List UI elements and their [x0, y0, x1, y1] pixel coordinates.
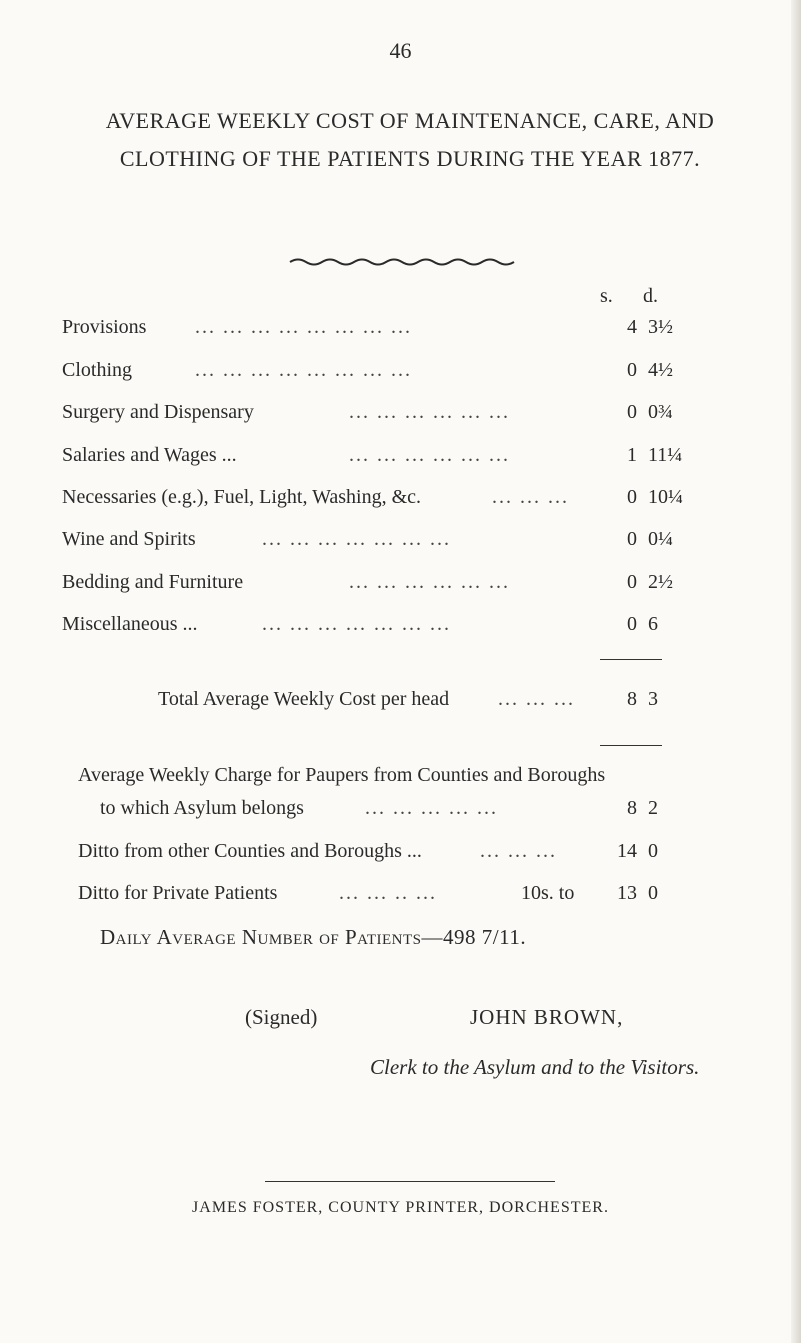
row-leader: ... ... ... ... ... ... ... ...: [195, 359, 412, 381]
private-leader: ... ... .. ...: [339, 882, 437, 904]
row-pence: 11¼: [648, 444, 683, 466]
title-line-2: CLOTHING OF THE PATIENTS DURING THE YEAR 1877.: [119, 146, 701, 171]
paupers-charge-line-1: Average Weekly Charge for Paupers from Counties and Boroughs: [78, 764, 606, 786]
row-shillings: 0: [627, 401, 637, 423]
row-leader: ... ... ... ... ... ... ... ...: [195, 316, 412, 338]
total-leader: ... ... ...: [498, 688, 575, 710]
row-pence: 4½: [648, 359, 673, 381]
row-pence: 10¼: [648, 486, 683, 508]
ornament-rule: [288, 255, 518, 269]
row-shillings: 0: [627, 359, 637, 381]
title-line-1: AVERAGE WEEKLY COST OF MAINTENANCE, CARE, AND: [105, 108, 715, 133]
page-number: 46: [389, 38, 412, 63]
row-pence: 2½: [648, 571, 673, 593]
row-label: Bedding and Furniture: [62, 571, 244, 593]
signed-label: (Signed): [245, 1005, 318, 1029]
private-charge-prefix: 10s. to: [521, 882, 575, 904]
row-shillings: 0: [627, 486, 637, 508]
total-shillings: 8: [627, 688, 637, 710]
paupers-pence: 2: [648, 797, 658, 819]
row-pence: 3½: [648, 316, 673, 338]
printer-imprint: JAMES FOSTER, COUNTY PRINTER, DORCHESTER.: [192, 1199, 609, 1216]
private-charge-label: Ditto for Private Patients: [78, 882, 278, 904]
row-label: Surgery and Dispensary: [62, 401, 254, 423]
page-title: [30, 102, 790, 178]
row-leader: ... ... ... ... ... ... ...: [262, 613, 451, 635]
private-pence: 0: [648, 882, 658, 904]
row-leader: ... ... ...: [492, 486, 569, 508]
paupers-leader: ... ... ... ... ...: [365, 797, 498, 819]
total-pence: 3: [648, 688, 658, 710]
paupers-shillings: 8: [627, 797, 637, 819]
signatory-title: Clerk to the Asylum and to the Visitors.: [370, 1055, 700, 1079]
sum-rule: [600, 659, 662, 660]
page-edge: [791, 0, 801, 1343]
column-head-shillings: s.: [600, 285, 613, 307]
row-shillings: 1: [627, 444, 637, 466]
row-leader: ... ... ... ... ... ...: [349, 571, 510, 593]
row-label: Salaries and Wages ...: [62, 444, 237, 466]
total-rule: [600, 745, 662, 746]
row-label: Necessaries (e.g.), Fuel, Light, Washing, &c.: [62, 486, 422, 508]
row-pence: 0¾: [648, 401, 673, 423]
row-shillings: 0: [627, 571, 637, 593]
row-leader: ... ... ... ... ... ...: [349, 401, 510, 423]
row-shillings: 0: [627, 528, 637, 550]
other-shillings: 14: [617, 840, 637, 862]
row-label: Wine and Spirits: [62, 528, 196, 550]
other-pence: 0: [648, 840, 658, 862]
row-label: Miscellaneous ...: [62, 613, 198, 635]
row-leader: ... ... ... ... ... ... ...: [262, 528, 451, 550]
signatory-name: JOHN BROWN,: [470, 1005, 624, 1029]
other-leader: ... ... ...: [480, 840, 557, 862]
daily-average-patients: Daily Average Number of Patients—498 7/11.: [100, 925, 527, 949]
row-shillings: 4: [627, 316, 637, 338]
other-charge-label: Ditto from other Counties and Boroughs ...: [78, 840, 422, 862]
row-leader: ... ... ... ... ... ...: [349, 444, 510, 466]
column-head-pence: d.: [643, 285, 658, 307]
row-label: Provisions: [62, 316, 147, 338]
total-label: Total Average Weekly Cost per head: [158, 688, 450, 710]
row-pence: 6: [648, 613, 658, 635]
row-pence: 0¼: [648, 528, 673, 550]
paupers-charge-line-2: to which Asylum belongs: [100, 797, 304, 819]
row-shillings: 0: [627, 613, 637, 635]
footer-rule: [265, 1181, 555, 1182]
private-shillings: 13: [617, 882, 637, 904]
row-label: Clothing: [62, 359, 133, 381]
